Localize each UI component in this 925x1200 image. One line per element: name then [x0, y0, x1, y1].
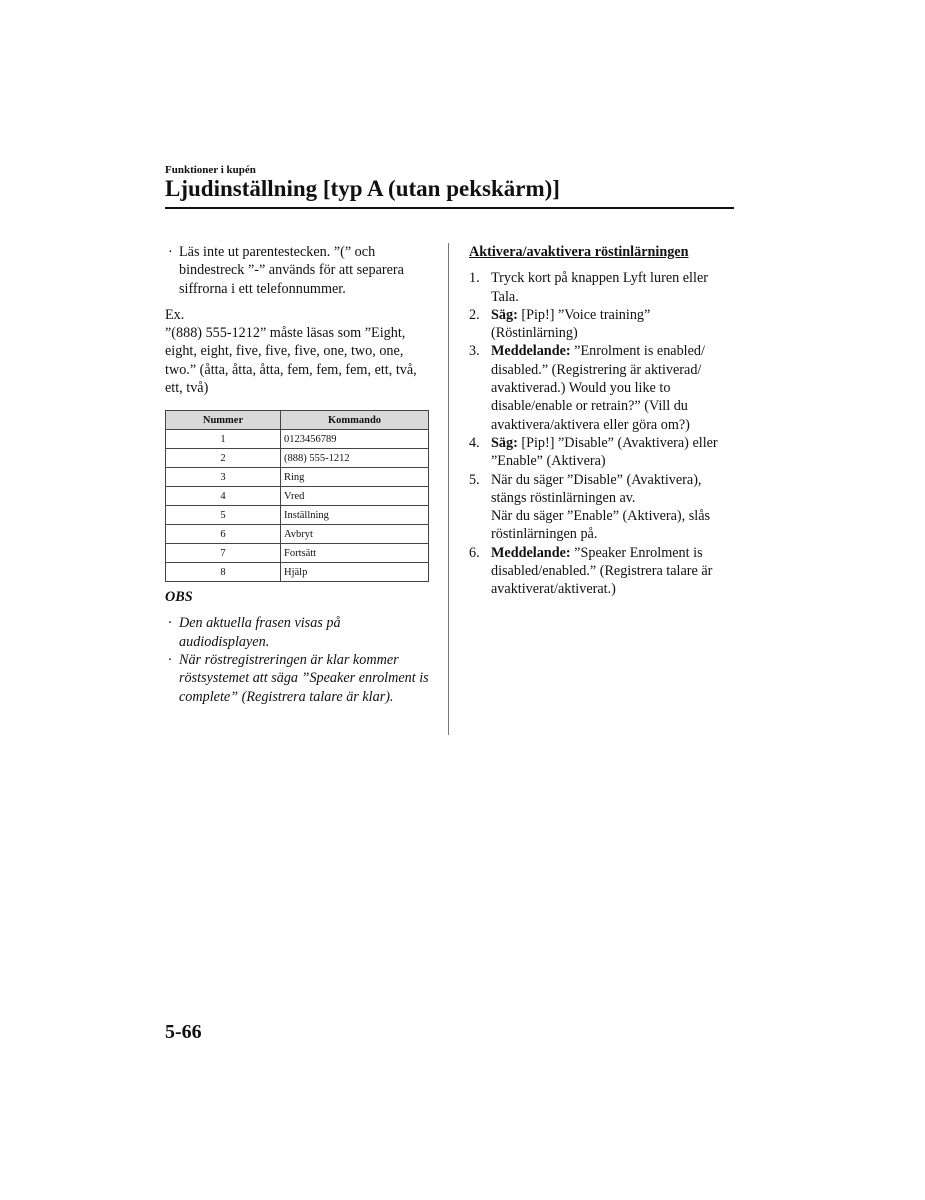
table-row — [166, 563, 429, 582]
obs-item — [165, 614, 433, 651]
left-column — [165, 243, 433, 706]
bullet-dot-icon: · — [168, 615, 172, 632]
cell-command: Vred — [281, 487, 429, 506]
title-rule — [165, 207, 734, 209]
table-row — [166, 487, 429, 506]
step-number: 4. — [469, 434, 480, 451]
example-text: ”(888) 555-1212” måste läsas som ”Eight, eight, eight, five, five, five, one, two, one, two.” (åtta, åtta, åtta, fem, fem, fem, ett, två, ett, två) — [165, 325, 417, 397]
step-keyword: Meddelande: — [491, 544, 571, 561]
list-item — [469, 544, 737, 599]
obs-title: OBS — [165, 589, 193, 606]
cell-command: Hjälp — [281, 563, 429, 582]
sub-heading: Aktivera/avaktivera röstinlärningen — [469, 244, 689, 260]
list-item — [469, 306, 737, 343]
step-text: [Pip!] ”Voice training” (Röstinlärning) — [491, 306, 651, 342]
step-keyword: Meddelande: — [491, 343, 571, 360]
table-row — [166, 544, 429, 563]
step-number: 5. — [469, 471, 480, 488]
table-header-row — [166, 411, 429, 430]
bullet-dot-icon: · — [168, 244, 173, 260]
step-text: Tryck kort på knappen Lyft luren eller Tala. — [491, 270, 708, 305]
list-item — [469, 471, 737, 544]
command-table — [165, 410, 429, 582]
cell-number: 1 — [166, 430, 281, 449]
cell-command: Ring — [281, 468, 429, 487]
bullet-item — [165, 243, 433, 298]
cell-number: 8 — [166, 563, 281, 582]
list-item — [469, 342, 737, 433]
step-text: När du säger ”Disable” (Avaktivera), stängs röstinlärningen av. — [491, 471, 702, 506]
step-number: 1. — [469, 270, 480, 287]
column-header-number: Nummer — [166, 411, 281, 430]
step-text: ”Enrolment is enabled/ disabled.” (Registrering är aktiverad/ avaktiverad.) Would you like to disable/enable or retrain?” (Vill du avaktivera/aktivera eller göra om?) — [491, 343, 705, 433]
cell-number: 4 — [166, 487, 281, 506]
list-item — [469, 434, 737, 471]
step-text: [Pip!] ”Disable” (Avaktivera) eller ”Enable” (Aktivera) — [491, 434, 718, 470]
example-label: Ex. — [165, 306, 185, 323]
section-label: Funktioner i kupén — [165, 164, 256, 176]
right-column — [469, 243, 737, 599]
cell-number: 7 — [166, 544, 281, 563]
obs-text: Den aktuella frasen visas på audiodisplayen. — [179, 615, 341, 650]
step-number: 3. — [469, 343, 480, 360]
cell-command: Avbryt — [281, 525, 429, 544]
table-row — [166, 430, 429, 449]
table-row — [166, 525, 429, 544]
obs-item — [165, 651, 433, 706]
steps-list — [469, 269, 737, 598]
step-number: 2. — [469, 306, 480, 323]
step-keyword: Säg: — [491, 306, 518, 323]
step-keyword: Säg: — [491, 434, 518, 451]
cell-command: Inställning — [281, 506, 429, 525]
step-text-continued: När du säger ”Enable” (Aktivera), slås röstinlärningen på. — [491, 508, 711, 543]
table-row — [166, 449, 429, 468]
step-number: 6. — [469, 544, 480, 561]
page-number: 5-66 — [165, 1021, 202, 1043]
cell-number: 2 — [166, 449, 281, 468]
step-text: ”Speaker Enrolment is disabled/enabled.” (Registrera talare är avaktiverat/aktiverat.) — [491, 544, 713, 598]
column-header-command: Kommando — [281, 411, 429, 430]
table-row — [166, 506, 429, 525]
obs-text: När röstregistreringen är klar kommer röstsystemet att säga ”Speaker enrolment is complete” (Registrera talare är klar). — [179, 651, 429, 705]
cell-number: 3 — [166, 468, 281, 487]
cell-command: (888) 555-1212 — [281, 449, 429, 468]
cell-number: 6 — [166, 525, 281, 544]
bullet-dot-icon: · — [168, 651, 172, 668]
cell-number: 5 — [166, 506, 281, 525]
list-item — [469, 269, 737, 306]
column-divider — [448, 243, 449, 735]
table-row — [166, 468, 429, 487]
cell-command: 0123456789 — [281, 430, 429, 449]
cell-command: Fortsätt — [281, 544, 429, 563]
bullet-text: Läs inte ut parentestecken. ”(” och bindestreck ”-” används för att separera siffrorna i ett telefonnummer. — [179, 244, 404, 297]
page-title: Ljudinställning [typ A (utan pekskärm)] — [165, 176, 560, 201]
